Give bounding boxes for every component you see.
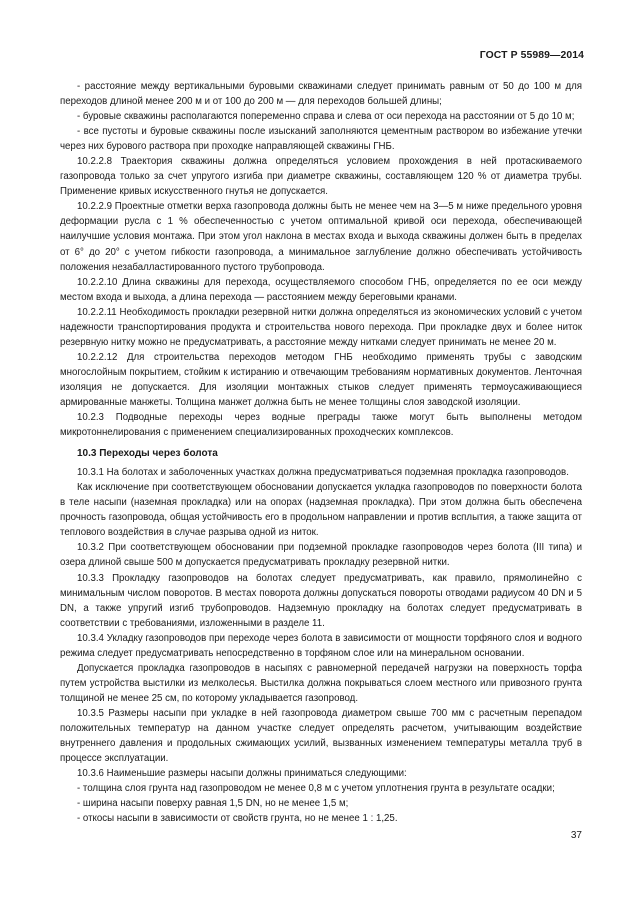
paragraph: 10.2.2.8 Траектория скважины должна определяться условием прохождения в ней протаскиваемого газопровода только за счет упругого изгиба при диаметре скважины, составляющем 120 % от диаметра трубы. Применение кривых искусственного гнутья не допускается. bbox=[60, 156, 582, 198]
paragraph: 10.2.3 Подводные переходы через водные преграды также могут быть выполнены методом микротоннелирования с применением специализированных проходческих комплексов. bbox=[60, 412, 582, 439]
paragraph: 10.2.2.12 Для строительства переходов методом ГНБ необходимо применять трубы с заводским многослойным покрытием, стойким к истиранию и отвечающим требованиям нормативных документов. Ленточная изоляция не допускается. Для изоляции монтажных стыков следует применять термоусаживающиеся армированные манжеты. Толщина манжет должна быть не менее толщины слоя заводской изоляции. bbox=[60, 351, 582, 408]
list-item: - ширина насыпи поверху равная 1,5 DN, но не менее 1,5 м; bbox=[77, 798, 349, 810]
paragraph: 10.2.2.9 Проектные отметки верха газопровода должны быть не менее чем на 3—5 м ниже предельного уровня деформации русла с 1 % обеспеченностью с учетом оптимальной кривой оси перехода, обеспечивающей наилучшие условия монтажа. При этом угол наклона в местах входа и выхода скважины должен быть в пределах от 6° до 20° с учетом гибкости газопровода, а минимальное заглубление должно обеспечивать устойчивость положения незабалластированного пустого трубопровода. bbox=[60, 201, 582, 273]
list-item: - толщина слоя грунта над газопроводом не менее 0,8 м с учетом уплотнения грунта в результате осадки; bbox=[77, 783, 555, 795]
paragraph: 10.3.3 Прокладку газопроводов на болотах следует предусматривать, как правило, прямолинейно с минимальным числом поворотов. В местах поворота должны допускаться повороты отводами радиусом 40 DN и 5 DN, а также упругий изгиб трубопроводов. Надземную прокладку на болотах следует предусматривать в соответствии с требованиями, изложенными в разделе 11. bbox=[60, 572, 582, 629]
paragraph: 10.3.2 При соответствующем обосновании при подземной прокладке газопроводов через болота (III типа) и озера длиной свыше 500 м допускается предусматривать прокладку резервной нитки. bbox=[60, 542, 582, 569]
paragraph: Допускается прокладка газопроводов в насыпях с равномерной передачей нагрузки на поверхность торфа путем устройства выстилки из мелколесья. Выстилка должна покрываться слоем местного или привозного грунта толщиной не менее 25 см, по которому укладывается газопровод. bbox=[60, 662, 582, 704]
paragraph: 10.3.6 Наименьшие размеры насыпи должны приниматься следующими: bbox=[77, 768, 407, 780]
paragraph: Как исключение при соответствующем обосновании допускается укладка газопроводов по поверхности болота в теле насыпи (наземная прокладка) или на опорах (надземная прокладка). При этом должна быть обеспечена прочность газопровода, общая устойчивость его в продольном направлении и против всплытия, а также защита от теплового воздействия в случае разрыва одной из ниток. bbox=[60, 482, 582, 539]
paragraph: - буровые скважины располагаются попеременно справа и слева от оси перехода на расстоянии от 5 до 10 м; bbox=[77, 111, 575, 123]
list-item: - откосы насыпи в зависимости от свойств грунта, но не менее 1 : 1,25. bbox=[77, 813, 398, 825]
paragraph: 10.3.4 Укладку газопроводов при переходе через болота в зависимости от мощности торфяного слоя и водного режима следует предусматривать непосредственно в торфяном слое или на минеральном основании. bbox=[60, 632, 582, 659]
paragraph: 10.2.2.11 Необходимость прокладки резервной нитки должна определяться из экономических условий с учетом надежности транспортирования продукта и строительства нового перехода. При прокладке двух и более ниток резервную нитку можно не предусматривать, а расстояние между нитками следует принимать не менее 20 м. bbox=[60, 306, 582, 348]
page-number: 37 bbox=[570, 830, 582, 841]
section-title: 10.3 Переходы через болота bbox=[77, 448, 218, 460]
document-header: ГОСТ Р 55989—2014 bbox=[479, 50, 584, 61]
paragraph: - расстояние между вертикальными буровыми скважинами следует принимать равным от 50 до 100 м для переходов длиной менее 200 м и от 100 до 200 м — для переходов большей длины; bbox=[60, 81, 582, 108]
paragraph: 10.3.1 На болотах и заболоченных участках должна предусматриваться подземная прокладка газопроводов. bbox=[77, 467, 569, 479]
paragraph: 10.3.5 Размеры насыпи при укладке в ней газопровода диаметром свыше 700 мм с расчетным перепадом положительных температур на данном участке следует определять расчетом, учитывающим воздействие внутреннего давления и продольных сжимающих усилий, вызванных изменением температуры металла труб в процессе эксплуатации. bbox=[60, 707, 582, 765]
paragraph: - все пустоты и буровые скважины после изысканий заполняются цементным раствором во избежание утечки через них бурового раствора при проходке направляющей скважины ГНБ. bbox=[60, 126, 582, 153]
page-body bbox=[60, 79, 582, 826]
paragraph: 10.2.2.10 Длина скважины для перехода, осуществляемого способом ГНБ, определяется по ее оси между местом входа и выхода, а длина перехода — расстоянием между береговыми кранами. bbox=[60, 276, 582, 303]
